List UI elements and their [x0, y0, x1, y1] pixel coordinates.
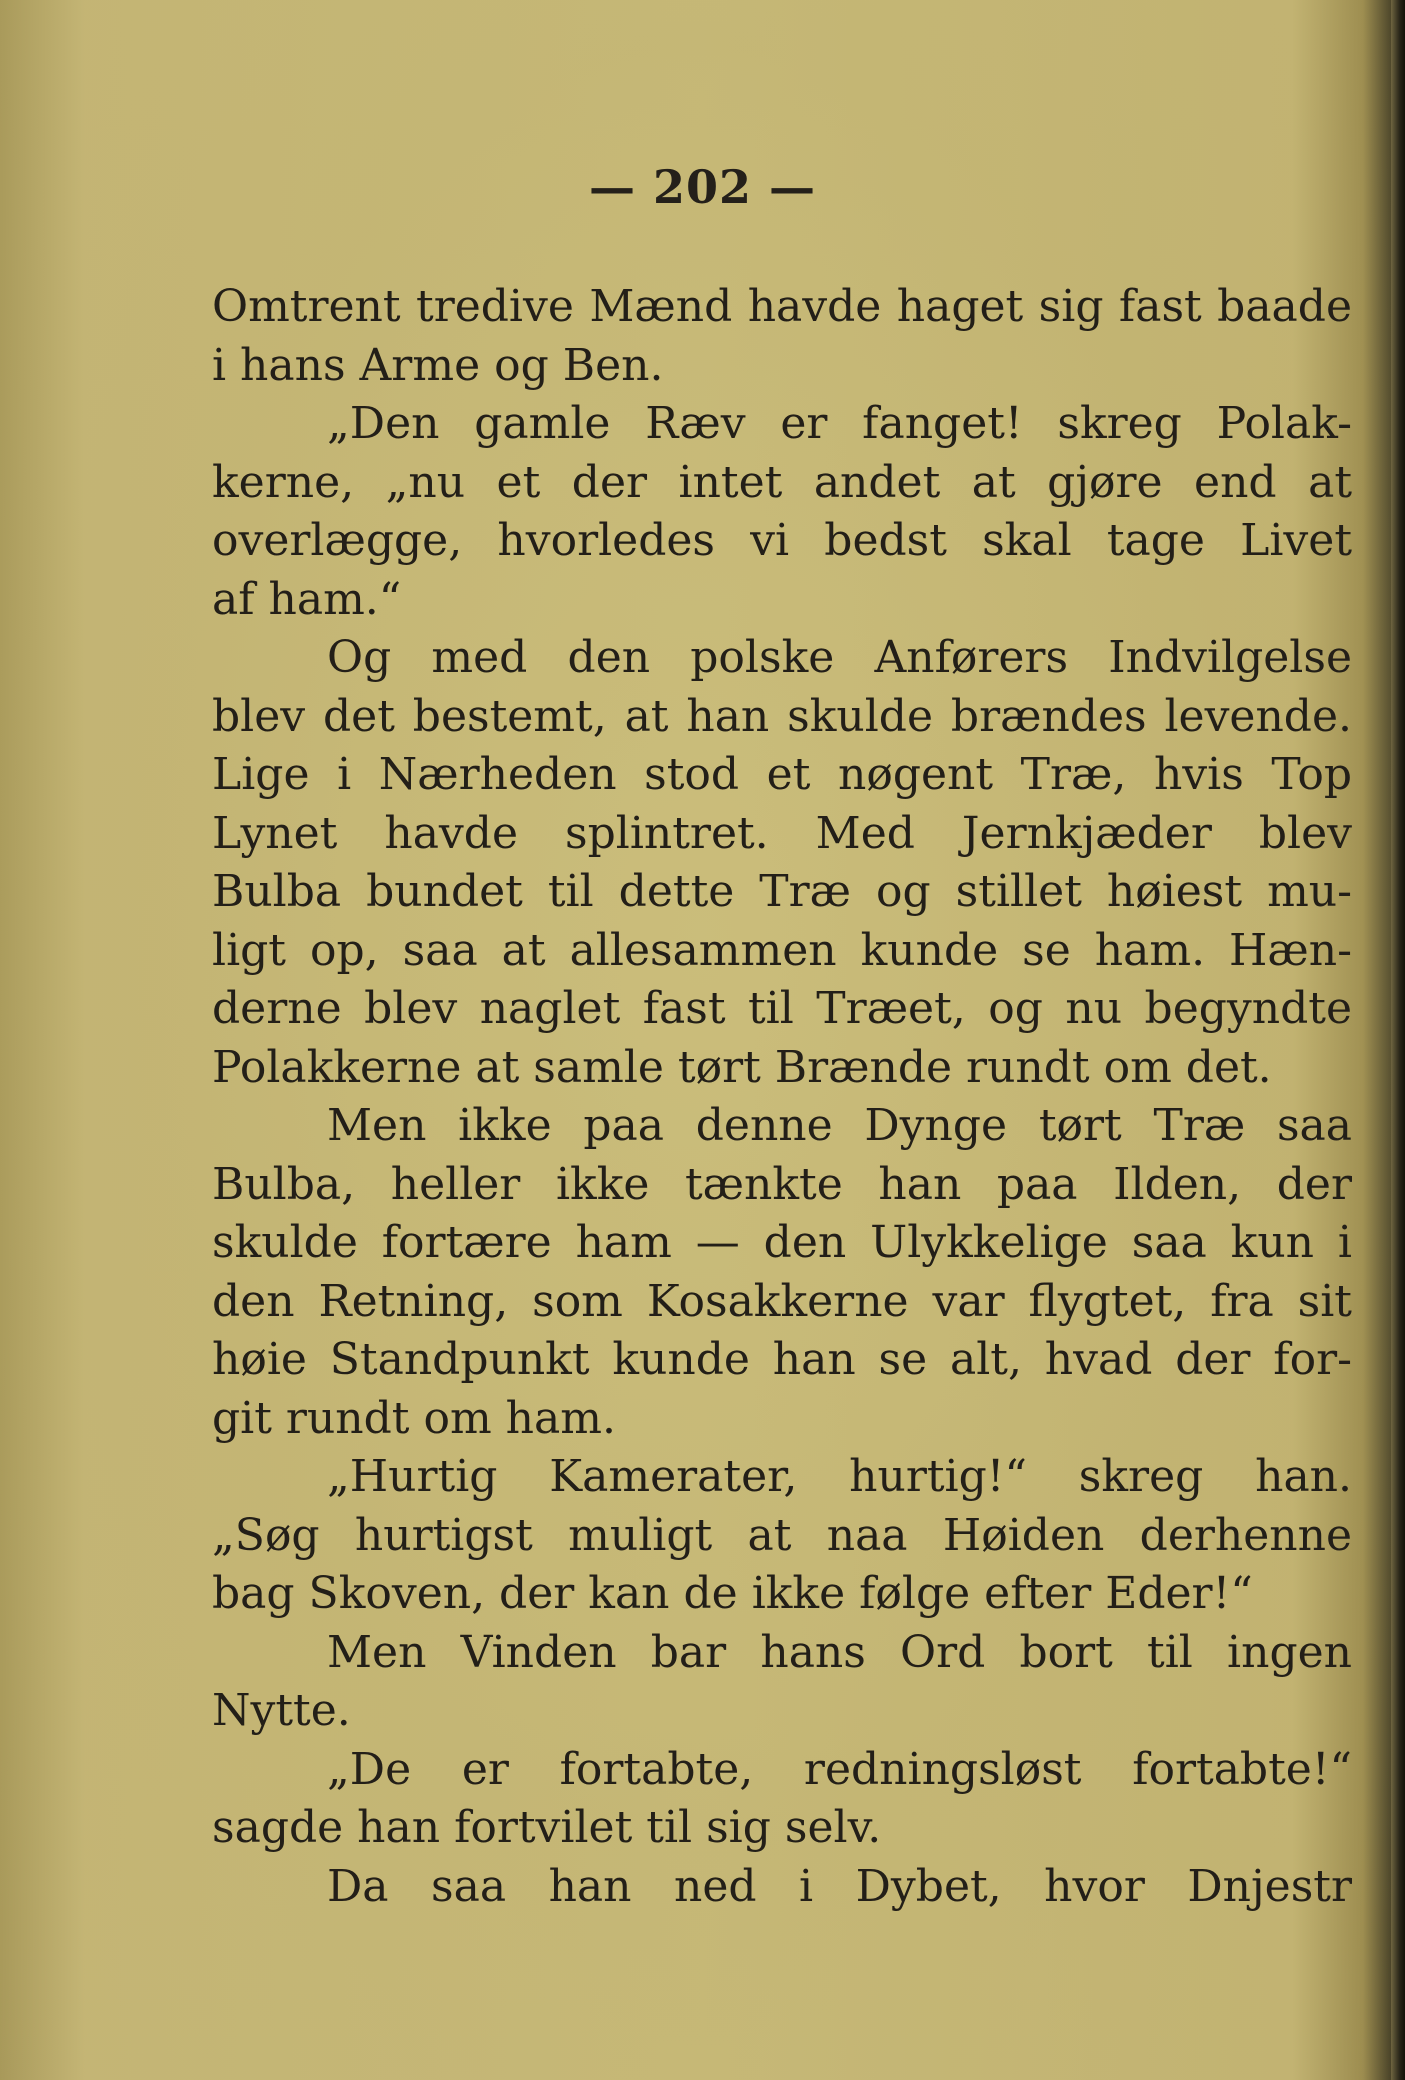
text-line: Lige i Nærheden stod et nøgent Træ, hvis Top: [212, 749, 1352, 800]
text-line: ligt op, saa at allesammen kunde se ham. Hæn-: [212, 924, 1352, 976]
text-line: „Den gamle Ræv er fanget! skreg Polak-: [327, 398, 1352, 449]
text-line: Omtrent tredive Mænd havde haget sig fast baade: [212, 281, 1352, 332]
text-line: „De er fortabte, redningsløst fortabte!“: [327, 1743, 1352, 1795]
text-line: kerne, „nu et der intet andet at gjøre end at: [212, 456, 1352, 508]
text-line: Men ikke paa denne Dynge tørt Træ saa: [327, 1100, 1352, 1151]
text-line: i hans Arme og Ben.: [212, 339, 664, 391]
text-line: Bulba, heller ikke tænkte han paa Ilden, der: [212, 1158, 1352, 1210]
text-line: „Søg hurtigst muligt at naa Høiden derhenne: [212, 1509, 1352, 1561]
text-line: Lynet havde splintret. Med Jernkjæder blev: [212, 807, 1352, 859]
body-text: [212, 278, 1352, 1916]
text-line: høie Standpunkt kunde han se alt, hvad der for-: [212, 1334, 1352, 1385]
text-line: blev det bestemt, at han skulde brændes levende.: [212, 690, 1352, 742]
text-line: Bulba bundet til dette Træ og stillet høiest mu-: [212, 866, 1352, 917]
text-line: skulde fortære ham — den Ulykkelige saa kun i: [212, 1217, 1352, 1268]
page-edge-shadow: [1391, 0, 1405, 2080]
text-line: sagde han fortvilet til sig selv.: [212, 1802, 882, 1853]
text-line: Og med den polske Anførers Indvilgelse: [327, 632, 1352, 683]
text-line: „Hurtig Kamerater, hurtig!“ skreg han.: [327, 1451, 1352, 1502]
text-line: derne blev naglet fast til Træet, og nu begyndte: [212, 983, 1352, 1034]
page-number: — 202 —: [588, 160, 817, 214]
text-line: den Retning, som Kosakkerne var flygtet, fra sit: [212, 1275, 1352, 1327]
text-line: Polakkerne at samle tørt Brænde rundt om det.: [212, 1041, 1272, 1093]
text-line: Da saa han ned i Dybet, hvor Dnjestr: [327, 1860, 1352, 1912]
text-line: bag Skoven, der kan de ikke følge efter Eder!“: [212, 1568, 1253, 1619]
text-line: Nytte.: [212, 1685, 351, 1736]
text-line: overlægge, hvorledes vi bedst skal tage Livet: [212, 515, 1352, 566]
text-line: af ham.“: [212, 573, 402, 625]
text-line: Men Vinden bar hans Ord bort til ingen: [327, 1626, 1352, 1678]
text-line: git rundt om ham.: [212, 1392, 616, 1444]
